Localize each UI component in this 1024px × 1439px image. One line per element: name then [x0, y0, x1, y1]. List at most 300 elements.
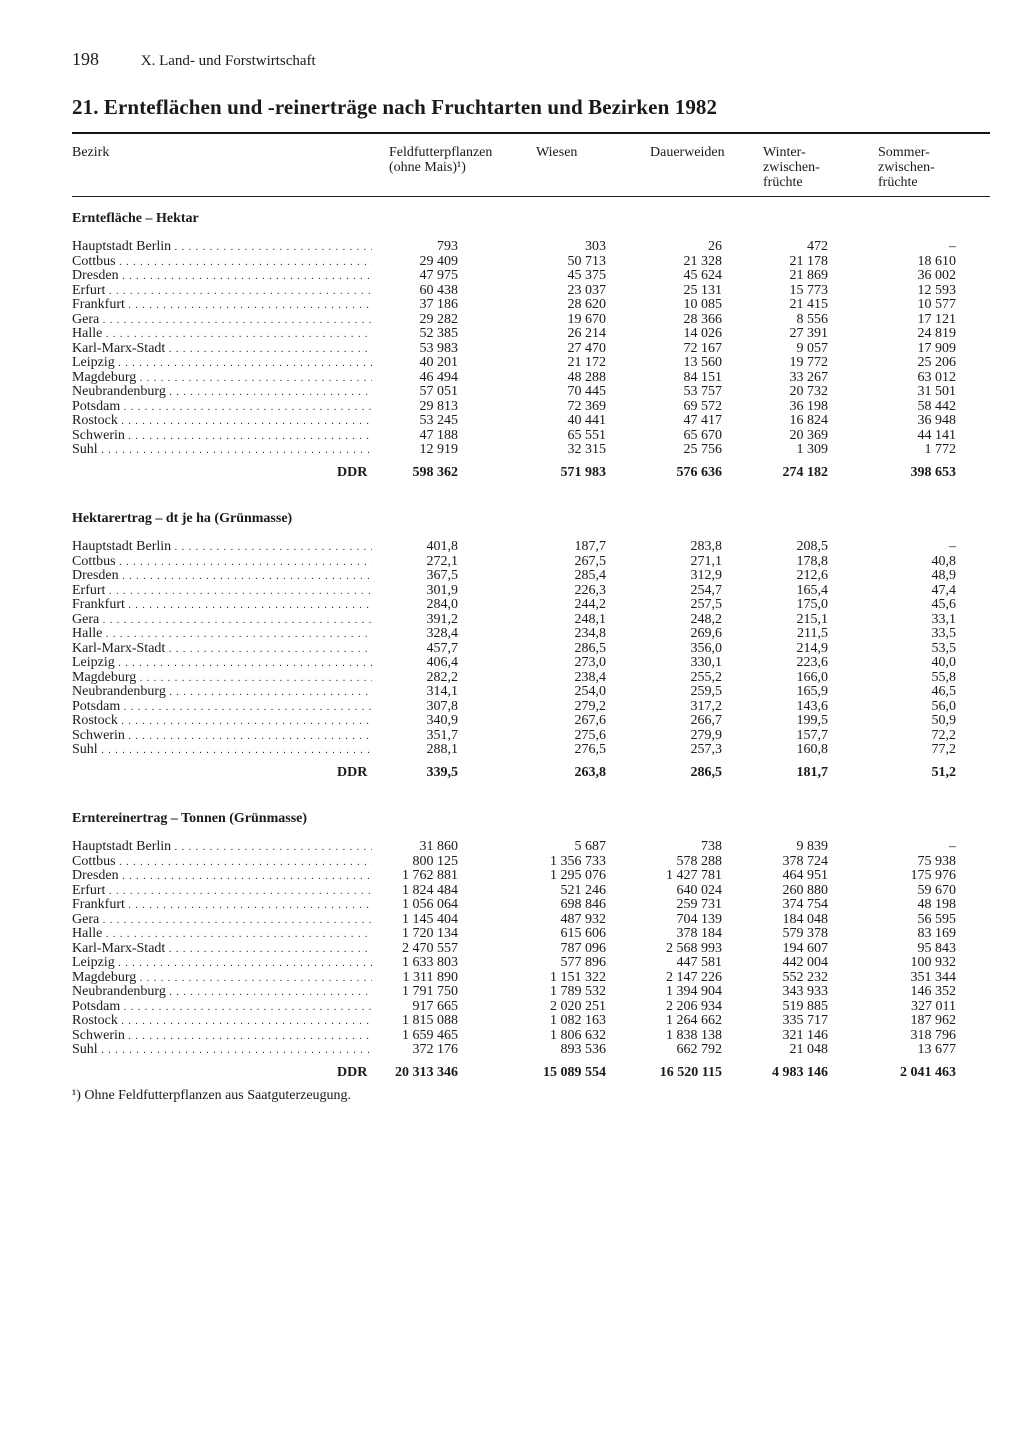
table-cell: 12 593: [917, 282, 956, 298]
table-cell: 442 004: [782, 955, 828, 970]
column-header-winterzwischenfruechte: [763, 145, 820, 190]
table-row: [0, 569, 1024, 584]
table-cell: 175 976: [910, 868, 956, 883]
column-header-feldfutter: [389, 145, 492, 175]
table-cell: 464 951: [782, 868, 828, 883]
table-row: [0, 555, 1024, 570]
table-cell: 21 328: [683, 253, 722, 269]
table-cell: 72,2: [931, 727, 956, 743]
header-rule: [72, 196, 990, 197]
table-cell: 378 724: [782, 853, 828, 869]
table-cell: 23 037: [567, 282, 606, 298]
column-header-line: Feldfutterpflanzen: [389, 145, 493, 160]
column-header-line: Wiesen: [536, 145, 578, 160]
table-row: [0, 298, 1024, 313]
column-header-dauerweiden: [650, 145, 725, 160]
table-cell: 340,9: [426, 713, 458, 728]
table-cell: 18 610: [917, 253, 956, 269]
table-cell: 56,0: [931, 698, 956, 714]
table-cell: 184 048: [782, 911, 828, 927]
table-cell: 2 206 934: [666, 998, 722, 1014]
table-row: [0, 1000, 1024, 1015]
table-cell: 257,3: [690, 742, 722, 757]
total-cell: 263,8: [574, 765, 606, 780]
table-cell: 244,2: [574, 597, 606, 612]
table-cell: 26 214: [567, 326, 606, 341]
table-cell: 288,1: [426, 742, 458, 757]
page-number: 198: [72, 49, 99, 69]
bezirk-name: Rostock . . .: [72, 714, 372, 730]
table-cell: 356,0: [690, 640, 722, 656]
table-row: [0, 729, 1024, 744]
table-cell: 615 606: [560, 926, 606, 941]
table-cell: 21 178: [789, 253, 828, 269]
table-cell: 307,8: [426, 698, 458, 714]
table-row: [0, 1014, 1024, 1029]
table-cell: 472: [807, 239, 828, 254]
table-cell: 211,5: [797, 626, 828, 641]
bezirk-name: Cottbus . . .: [72, 255, 372, 271]
table-cell: 787 096: [560, 940, 606, 956]
table-cell: 1 720 134: [402, 926, 458, 941]
table-cell: 738: [701, 839, 722, 854]
table-cell: 282,2: [426, 669, 458, 685]
bezirk-name: Rostock . . .: [72, 1014, 372, 1030]
total-cell: 571 983: [560, 465, 606, 480]
table-cell: 579 378: [782, 926, 828, 941]
table-row: [0, 700, 1024, 715]
table-cell: 378 184: [676, 926, 722, 941]
table-cell: 487 932: [560, 911, 606, 927]
table-cell: 327 011: [911, 998, 956, 1014]
table-cell: 552 232: [782, 969, 828, 985]
table-cell: 260 880: [782, 882, 828, 898]
table-cell: 238,4: [574, 669, 606, 685]
total-cell: 286,5: [690, 765, 722, 780]
table-cell: 45 624: [683, 268, 722, 283]
table-cell: 47 188: [419, 427, 458, 443]
bezirk-name: Halle . . .: [72, 327, 372, 343]
table-cell: 33 267: [789, 369, 828, 385]
table-cell: 31 860: [419, 839, 458, 854]
table-cell: 65 551: [567, 427, 606, 443]
table-cell: 29 282: [419, 311, 458, 327]
bezirk-name: Neubrandenburg . . .: [72, 985, 372, 1001]
bezirk-name: Leipzig . . .: [72, 656, 372, 672]
table-cell: 10 577: [917, 297, 956, 312]
table-row: [0, 884, 1024, 899]
table-cell: 317,2: [690, 698, 722, 714]
table-cell: 662 792: [676, 1042, 722, 1057]
table-cell: 521 246: [560, 882, 606, 898]
table-cell: 351,7: [426, 727, 458, 743]
table-cell: 160,8: [796, 742, 828, 757]
column-header-bezirk: Bezirk: [72, 145, 110, 160]
bezirk-name: Dresden . . .: [72, 269, 372, 285]
table-cell: 343 933: [782, 984, 828, 999]
bezirk-name: Schwerin . . .: [72, 729, 372, 745]
table-cell: 372 176: [412, 1042, 458, 1057]
total-cell: 274 182: [782, 465, 828, 480]
column-header-line: früchte: [878, 175, 918, 190]
table-cell: 28 366: [683, 311, 722, 327]
table-row: [0, 671, 1024, 686]
table-cell: 175,0: [796, 597, 828, 612]
table-cell: 52 385: [419, 326, 458, 341]
table-cell: 1 311 890: [402, 969, 458, 985]
table-cell: 48 198: [917, 897, 956, 912]
table-cell: 266,7: [690, 713, 722, 728]
table-cell: 44 141: [917, 427, 956, 443]
table-cell: 1 806 632: [550, 1027, 606, 1043]
table-cell: 267,6: [574, 713, 606, 728]
table-cell: 157,7: [796, 727, 828, 743]
column-header-line: zwischen-: [763, 160, 820, 175]
table-cell: 25 756: [683, 442, 722, 457]
table-cell: 10 085: [683, 297, 722, 312]
table-cell: 519 885: [782, 998, 828, 1014]
table-cell: 272,1: [426, 553, 458, 569]
table-row: [0, 956, 1024, 971]
table-cell: 28 620: [567, 297, 606, 312]
table-title: 21. Ernteflächen und -reinerträge nach Fruchtarten und Bezirken 1982: [72, 95, 718, 119]
table-cell: 321 146: [782, 1027, 828, 1043]
table-row: [0, 685, 1024, 700]
total-row: [0, 1066, 1024, 1081]
table-row: [0, 443, 1024, 458]
table-cell: 48,9: [931, 568, 956, 583]
table-cell: 284,0: [426, 597, 458, 612]
total-cell: 51,2: [931, 765, 956, 780]
table-row: [0, 385, 1024, 400]
table-cell: 63 012: [917, 369, 956, 385]
table-cell: 214,9: [796, 640, 828, 656]
bezirk-name: Potsdam . . .: [72, 400, 372, 416]
table-cell: 19 772: [789, 355, 828, 370]
table-cell: 1 082 163: [550, 1013, 606, 1028]
bezirk-name: Frankfurt . . .: [72, 298, 372, 314]
bezirk-name: Hauptstadt Berlin . . .: [72, 240, 372, 256]
bezirk-name: Potsdam . . .: [72, 700, 372, 716]
table-cell: 283,8: [690, 539, 722, 554]
table-cell: 2 470 557: [402, 940, 458, 956]
table-cell: 165,9: [796, 684, 828, 699]
table-cell: 165,4: [796, 582, 828, 598]
table-cell: 83 169: [917, 926, 956, 941]
table-cell: 275,6: [574, 727, 606, 743]
table-row: [0, 342, 1024, 357]
table-cell: 69 572: [683, 398, 722, 414]
column-header-wiesen: [536, 145, 577, 160]
table-row: [0, 255, 1024, 270]
total-label: DDR: [337, 765, 368, 780]
table-cell: 1 772: [924, 442, 956, 457]
table-cell: 29 409: [419, 253, 458, 269]
column-header-line: zwischen-: [878, 160, 935, 175]
table-cell: 255,2: [690, 669, 722, 685]
bezirk-name: Magdeburg . . .: [72, 371, 372, 387]
table-cell: –: [949, 839, 956, 854]
table-cell: 212,6: [796, 568, 828, 583]
table-cell: 1 824 484: [402, 882, 458, 898]
table-cell: 401,8: [426, 539, 458, 554]
bezirk-name: Rostock . . .: [72, 414, 372, 430]
table-cell: 254,7: [690, 582, 722, 598]
bezirk-name: Potsdam . . .: [72, 1000, 372, 1016]
footnote: ¹) Ohne Feldfutterpflanzen aus Saatguterzeugung.: [72, 1088, 352, 1103]
table-cell: 1 264 662: [666, 1013, 722, 1028]
bezirk-name: Halle . . .: [72, 627, 372, 643]
table-cell: 259,5: [690, 684, 722, 699]
table-cell: 273,0: [574, 655, 606, 670]
table-cell: 1 427 781: [666, 868, 722, 883]
table-cell: 279,9: [690, 727, 722, 743]
table-cell: 45 375: [567, 268, 606, 283]
table-cell: 15 773: [789, 282, 828, 298]
table-row: [0, 1043, 1024, 1058]
table-cell: 226,3: [574, 582, 606, 598]
table-cell: 53 983: [419, 340, 458, 356]
table-cell: 20 369: [789, 427, 828, 443]
table-cell: 1 762 881: [402, 868, 458, 883]
table-row: [0, 898, 1024, 913]
table-cell: 50,9: [931, 713, 956, 728]
bezirk-name: Karl-Marx-Stadt . . .: [72, 942, 372, 958]
table-cell: 37 186: [419, 297, 458, 312]
table-cell: 1 151 322: [550, 969, 606, 985]
table-cell: 314,1: [426, 684, 458, 699]
bezirk-name: Leipzig . . .: [72, 356, 372, 372]
total-label: DDR: [337, 1065, 368, 1080]
table-cell: 16 824: [789, 413, 828, 428]
bezirk-name: Hauptstadt Berlin . . .: [72, 840, 372, 856]
table-cell: 1 309: [796, 442, 828, 457]
table-cell: 1 145 404: [402, 911, 458, 927]
table-cell: 374 754: [782, 897, 828, 912]
table-cell: 1 791 750: [402, 984, 458, 999]
table-cell: 47 975: [419, 268, 458, 283]
table-cell: 65 670: [683, 427, 722, 443]
total-cell: 181,7: [796, 765, 828, 780]
section-heading: Erntereinertrag – Tonnen (Grünmasse): [72, 811, 308, 826]
bezirk-name: Cottbus . . .: [72, 855, 372, 871]
bezirk-name: Dresden . . .: [72, 569, 372, 585]
table-cell: 47 417: [683, 413, 722, 428]
table-cell: 267,5: [574, 553, 606, 569]
table-cell: 893 536: [560, 1042, 606, 1057]
table-cell: 367,5: [426, 568, 458, 583]
table-cell: 194 607: [782, 940, 828, 956]
bezirk-name: Gera . . .: [72, 313, 372, 329]
table-cell: 143,6: [796, 698, 828, 714]
table-cell: 27 391: [789, 326, 828, 341]
column-header-line: früchte: [763, 175, 803, 190]
table-cell: 26: [708, 239, 722, 254]
table-row: [0, 269, 1024, 284]
chapter-title: X. Land- und Forstwirtschaft: [140, 53, 316, 69]
table-row: [0, 656, 1024, 671]
column-header-line: Winter-: [763, 145, 806, 160]
table-cell: 53 757: [683, 384, 722, 399]
table-cell: 13 560: [683, 355, 722, 370]
table-cell: 254,0: [574, 684, 606, 699]
table-cell: 199,5: [796, 713, 828, 728]
table-cell: 12 919: [419, 442, 458, 457]
table-row: [0, 985, 1024, 1000]
table-row: [0, 598, 1024, 613]
table-cell: 9 839: [796, 839, 828, 854]
table-cell: –: [949, 239, 956, 254]
table-row: [0, 284, 1024, 299]
bezirk-name: Neubrandenburg . . .: [72, 685, 372, 701]
table-cell: 48 288: [567, 369, 606, 385]
bezirk-name: Karl-Marx-Stadt . . .: [72, 342, 372, 358]
table-cell: 1 295 076: [550, 868, 606, 883]
section-heading: Erntefläche – Hektar: [72, 211, 199, 226]
table-cell: 248,2: [690, 611, 722, 627]
table-cell: 17 121: [917, 311, 956, 327]
bezirk-name: Suhl . . .: [72, 1043, 372, 1059]
table-row: [0, 855, 1024, 870]
table-cell: 1 056 064: [402, 897, 458, 912]
bezirk-name: Karl-Marx-Stadt . . .: [72, 642, 372, 658]
table-cell: 33,1: [931, 611, 956, 627]
table-cell: 1 815 088: [402, 1013, 458, 1028]
table-cell: 36 002: [917, 268, 956, 283]
table-cell: 303: [585, 239, 606, 254]
table-cell: 36 198: [789, 398, 828, 414]
table-row: [0, 240, 1024, 255]
table-cell: 208,5: [796, 539, 828, 554]
table-cell: 17 909: [917, 340, 956, 356]
bezirk-name: Schwerin . . .: [72, 429, 372, 445]
table-row: [0, 743, 1024, 758]
total-cell: 598 362: [412, 465, 458, 480]
table-row: [0, 714, 1024, 729]
total-cell: 398 653: [910, 465, 956, 480]
table-cell: 25 206: [917, 355, 956, 370]
table-cell: 1 394 904: [666, 984, 722, 999]
table-cell: 271,1: [690, 553, 722, 569]
table-cell: 70 445: [567, 384, 606, 399]
total-cell: 2 041 463: [900, 1065, 956, 1080]
table-cell: 279,2: [574, 698, 606, 714]
total-cell: 339,5: [426, 765, 458, 780]
bezirk-name: Magdeburg . . .: [72, 971, 372, 987]
bezirk-name: Halle . . .: [72, 927, 372, 943]
table-cell: 276,5: [574, 742, 606, 757]
table-cell: 8 556: [796, 311, 828, 327]
table-cell: 60 438: [419, 282, 458, 298]
table-cell: 285,4: [574, 568, 606, 583]
total-cell: 20 313 346: [395, 1065, 458, 1080]
table-cell: 57 051: [419, 384, 458, 399]
table-cell: 56 595: [917, 911, 956, 927]
table-row: [0, 414, 1024, 429]
column-header-line: Dauerweiden: [650, 145, 725, 160]
table-row: [0, 313, 1024, 328]
bezirk-name: Erfurt . . .: [72, 884, 372, 900]
total-label: DDR: [337, 465, 368, 480]
table-cell: 2 147 226: [666, 969, 722, 985]
table-cell: 46,5: [931, 684, 956, 699]
table-cell: 447 581: [676, 955, 722, 970]
table-row: [0, 400, 1024, 415]
bezirk-name: Frankfurt . . .: [72, 898, 372, 914]
table-cell: 1 789 532: [550, 984, 606, 999]
table-cell: 77,2: [931, 742, 956, 757]
table-cell: 2 020 251: [550, 998, 606, 1014]
table-cell: 793: [437, 239, 458, 254]
table-cell: 72 369: [567, 398, 606, 414]
table-cell: 31 501: [917, 384, 956, 399]
table-cell: 257,5: [690, 597, 722, 612]
bezirk-name: Erfurt . . .: [72, 284, 372, 300]
table-cell: 215,1: [796, 611, 828, 627]
table-cell: 330,1: [690, 655, 722, 670]
table-cell: 24 819: [917, 326, 956, 341]
column-header-line: Sommer-: [878, 145, 930, 160]
bezirk-name: Dresden . . .: [72, 869, 372, 885]
bezirk-name: Schwerin . . .: [72, 1029, 372, 1045]
table-cell: 20 732: [789, 384, 828, 399]
table-cell: 223,6: [796, 655, 828, 670]
table-cell: 406,4: [426, 655, 458, 670]
table-cell: 40,8: [931, 553, 956, 569]
table-cell: 312,9: [690, 568, 722, 583]
total-cell: 576 636: [676, 465, 722, 480]
table-cell: 59 670: [917, 882, 956, 898]
table-row: [0, 429, 1024, 444]
top-rule: [72, 132, 990, 134]
table-cell: 46 494: [419, 369, 458, 385]
table-cell: 21 048: [789, 1042, 828, 1057]
table-cell: 21 869: [789, 268, 828, 283]
table-row: [0, 971, 1024, 986]
bezirk-name: Suhl . . .: [72, 443, 372, 459]
table-cell: 335 717: [782, 1013, 828, 1028]
table-row: [0, 540, 1024, 555]
table-cell: 704 139: [676, 911, 722, 927]
table-cell: 187 962: [910, 1013, 956, 1028]
table-cell: 351 344: [910, 969, 956, 985]
table-cell: 36 948: [917, 413, 956, 428]
table-cell: 40 441: [567, 413, 606, 428]
table-row: [0, 371, 1024, 386]
table-row: [0, 942, 1024, 957]
table-cell: 33,5: [931, 626, 956, 641]
table-cell: 45,6: [931, 597, 956, 612]
total-row: [0, 766, 1024, 781]
total-cell: 16 520 115: [659, 1065, 722, 1080]
table-cell: 698 846: [560, 897, 606, 912]
table-cell: 269,6: [690, 626, 722, 641]
table-cell: 1 633 803: [402, 955, 458, 970]
table-row: [0, 613, 1024, 628]
column-header-sommerzwischenfruechte: [878, 145, 935, 190]
table-cell: 1 659 465: [402, 1027, 458, 1043]
table-cell: 72 167: [683, 340, 722, 356]
table-cell: –: [949, 539, 956, 554]
table-row: [0, 840, 1024, 855]
table-cell: 328,4: [426, 626, 458, 641]
table-cell: 40,0: [931, 655, 956, 670]
table-cell: 640 024: [676, 882, 722, 898]
table-cell: 53 245: [419, 413, 458, 428]
table-cell: 47,4: [931, 582, 956, 598]
table-cell: 187,7: [574, 539, 606, 554]
bezirk-name: Frankfurt . . .: [72, 598, 372, 614]
